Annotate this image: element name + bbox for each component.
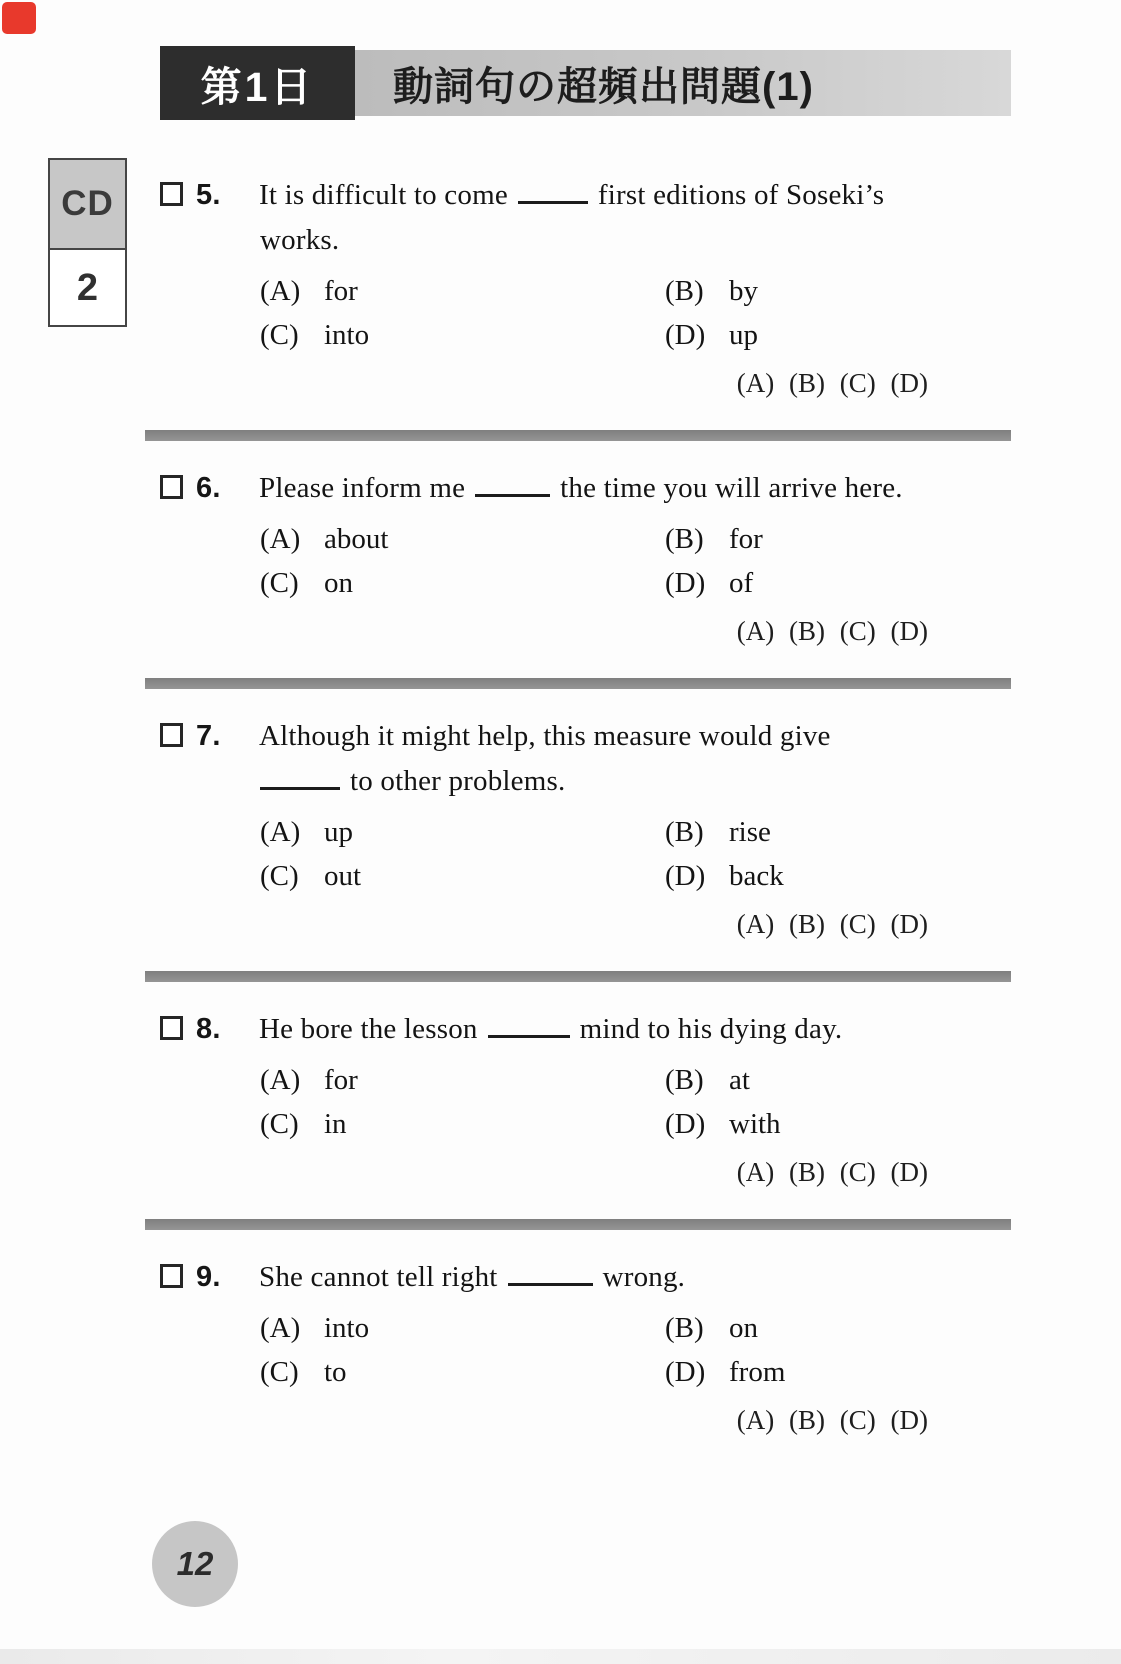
fill-in-blank [508,1255,593,1286]
fill-in-blank [518,173,588,204]
option-row [260,1306,1011,1350]
answer-option [260,313,665,357]
option-text: into [324,319,370,351]
option-letter: (A) [260,275,301,307]
answer-option [260,1058,665,1102]
option-text: for [729,523,763,555]
option-text: back [729,860,784,892]
answer-option [665,854,784,898]
fill-in-blank [488,1007,570,1038]
option-letter: (D) [665,1108,706,1140]
page-content [160,0,1011,1438]
question-number: 7. [196,720,221,752]
question-number: 9. [196,1261,221,1293]
answer-bubbles: (A) (B) (C) (D) [736,1405,928,1435]
question-text [259,1255,1011,1300]
option-letter: (B) [665,275,704,307]
answer-option [260,561,665,605]
answer-option [260,854,665,898]
option-row [260,1102,1011,1146]
option-letter: (C) [260,1356,299,1388]
option-letter: (D) [665,567,706,599]
answer-option [260,517,665,561]
option-letter: (A) [260,523,301,555]
question-text [260,765,565,797]
page-number: 12 [176,1545,214,1582]
cd-badge [48,158,127,327]
section-divider [145,1219,1011,1230]
answer-option [665,1102,781,1146]
option-text: out [324,860,362,892]
answer-option [260,1102,665,1146]
option-letter: (B) [665,523,704,555]
question-text-segment: the time you will arrive here. [560,472,903,504]
option-letter: (C) [260,567,299,599]
option-row [260,313,1011,357]
option-row [260,561,1011,605]
question-text-segment: Please inform me [259,472,466,504]
option-text: up [729,319,758,351]
question-line [160,714,1011,759]
answer-checkbox [160,1264,183,1288]
answer-bubbles: (A) (B) (C) (D) [736,909,928,939]
question-line [160,1255,1011,1300]
answer-option [665,1058,750,1102]
question-text-segment: works. [260,224,340,256]
option-text: on [324,567,353,599]
option-row [260,810,1011,854]
answer-option [665,1350,785,1394]
option-text: into [324,1312,370,1344]
option-row [260,517,1011,561]
option-letter: (D) [665,319,706,351]
question-text [259,466,1011,511]
question-line [260,759,1011,804]
question-line [260,218,1011,263]
question-text-segment: to other problems. [350,765,566,797]
question-block [160,1255,1011,1438]
question-text-segment: wrong. [602,1261,686,1293]
answer-checkbox [160,723,183,747]
answer-option [260,1350,665,1394]
option-row [260,854,1011,898]
question-text-segment: Although it might help, this measure would give [259,720,831,752]
option-letter: (A) [260,1312,301,1344]
question-text [259,173,1011,218]
answer-option [665,1306,758,1350]
answer-option [260,1306,665,1350]
question-number: 8. [196,1013,221,1045]
option-text: from [729,1356,786,1388]
question-number: 6. [196,472,221,504]
section-header [160,0,1011,120]
answer-checkbox [160,182,183,206]
option-row [260,1350,1011,1394]
option-text: to [324,1356,347,1388]
question-block [160,466,1011,649]
question-block [160,1007,1011,1190]
cd-label: CD [50,160,125,250]
question-line [160,1007,1011,1052]
option-text: with [729,1108,781,1140]
answer-checkbox [160,1016,183,1040]
answer-bubbles: (A) (B) (C) (D) [736,616,928,646]
answer-option [665,313,758,357]
question-text-segment: It is difficult to come [259,179,508,211]
answer-bubbles: (A) (B) (C) (D) [736,1157,928,1187]
section-title-banner [355,50,1011,116]
question-text [259,714,1011,759]
option-letter: (D) [665,1356,706,1388]
option-letter: (C) [260,319,299,351]
option-text: in [324,1108,347,1140]
option-letter: (B) [665,816,704,848]
answer-option [665,561,753,605]
question-text [259,1007,1011,1052]
option-text: up [324,816,353,848]
option-text: on [729,1312,758,1344]
answer-option [665,269,758,313]
option-letter: (B) [665,1312,704,1344]
page-number-badge [152,1521,238,1607]
option-letter: (B) [665,1064,704,1096]
question-text [260,224,339,256]
answer-bubbles: (A) (B) (C) (D) [736,368,928,398]
option-letter: (A) [260,1064,301,1096]
question-text-segment: mind to his dying day. [579,1013,843,1045]
option-text: of [729,567,754,599]
section-divider [145,678,1011,689]
option-text: for [324,1064,358,1096]
answer-checkbox [160,475,183,499]
answer-option [665,517,763,561]
question-block [160,714,1011,942]
option-letter: (D) [665,860,706,892]
option-letter: (C) [260,1108,299,1140]
option-text: at [729,1064,750,1096]
option-row [260,269,1011,313]
fill-in-blank [475,466,550,497]
answer-option [665,810,771,854]
answer-option [260,810,665,854]
section-divider [145,430,1011,441]
answer-option [260,269,665,313]
question-text-segment: first editions of Soseki’s [597,179,885,211]
question-text-segment: She cannot tell right [259,1261,498,1293]
page-bottom-shadow [0,1649,1121,1664]
option-text: for [324,275,358,307]
day-label: 第1日 [160,46,355,120]
question-line [160,173,1011,218]
question-number: 5. [196,179,221,211]
section-divider [145,971,1011,982]
option-text: rise [729,816,771,848]
fill-in-blank [260,759,340,790]
section-title: 動詞句の超頻出問題(1) [393,64,814,109]
question-block [160,173,1011,401]
page-corner-marker [2,2,36,34]
option-letter: (A) [260,816,301,848]
option-text: about [324,523,389,555]
question-text-segment: He bore the lesson [259,1013,478,1045]
option-letter: (C) [260,860,299,892]
question-line [160,466,1011,511]
cd-number: 2 [76,267,99,309]
option-text: by [729,275,758,307]
option-row [260,1058,1011,1102]
question-list [160,173,1011,1438]
